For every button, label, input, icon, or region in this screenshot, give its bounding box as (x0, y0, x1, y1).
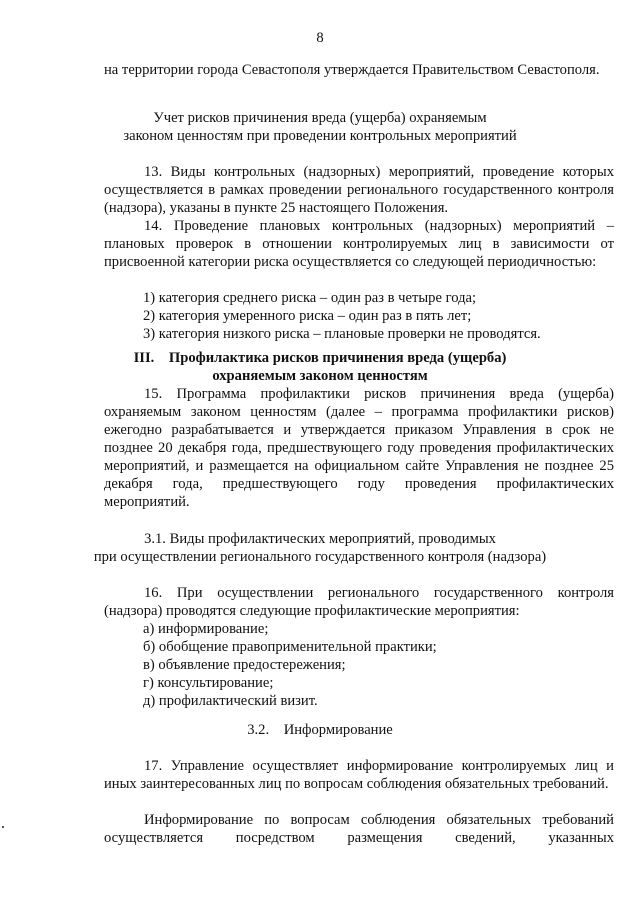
list-item-risk-1: 1) категория среднего риска – один раз в четыре года; (143, 290, 477, 306)
scan-speck (2, 826, 4, 828)
subheading-3-1-line1: 3.1. Виды профилактических мероприятий, проводимых (144, 531, 496, 547)
page-number: 8 (316, 30, 324, 46)
paragraph-16: 16. При осуществлении регионального государственного контроля (надзора) проводятся следующие профилактические мероприятия: (104, 585, 614, 619)
subheading-risk-accounting-line1: Учет рисков причинения вреда (ущерба) охраняемым (153, 110, 487, 126)
paragraph-17: 17. Управление осуществляет информирование контролируемых лиц и иных заинтересованных лиц по вопросам соблюдения обязательных требований. (104, 758, 614, 792)
list-item-prevention-e: д) профилактический визит. (143, 693, 318, 709)
subheading-3-1-line2: при осуществлении регионального государственного контроля (надзора) (93, 549, 547, 565)
paragraph-continuation: на территории города Севастополя утверждается Правительством Севастополя. (104, 62, 600, 78)
paragraph-15: 15. Программа профилактики рисков причинения вреда (ущерба) охраняемым законом ценностям (далее – программа профилактики рисков) ежегодно разрабатывается и утверждается приказом Управления в срок не позднее 20 декабря года, предшествующего году проведения профилактических мероприятий, и размещается на официальном сайте Управления не позднее 25 декабря года, предшествующего году проведения профилактических мероприятий. (104, 386, 614, 510)
section-heading-iii-line1: III. Профилактика рисков причинения вреда (ущерба) (133, 350, 507, 366)
subheading-3-2: 3.2. Информирование (247, 722, 393, 738)
paragraph-14: 14. Проведение плановых контрольных (надзорных) мероприятий – плановых проверок в отношении контролируемых лиц в зависимости от присвоенной категории риска осуществляется со следующей периодичностью: (104, 218, 614, 270)
paragraph-17-continuation: Информирование по вопросам соблюдения обязательных требований осуществляется посредством размещения сведений, указанных (104, 812, 614, 846)
subheading-risk-accounting-line2: законом ценностям при проведении контрольных мероприятий (123, 128, 517, 144)
list-item-prevention-a: а) информирование; (143, 621, 269, 637)
list-item-prevention-d: г) консультирование; (143, 675, 274, 691)
list-item-risk-2: 2) категория умеренного риска – один раз в пять лет; (143, 308, 472, 324)
list-item-prevention-b: б) обобщение правоприменительной практики; (143, 639, 437, 655)
section-heading-iii-line2: охраняемым законом ценностям (212, 368, 428, 384)
list-item-risk-3: 3) категория низкого риска – плановые проверки не проводятся. (143, 326, 541, 342)
list-item-prevention-c: в) объявление предостережения; (143, 657, 346, 673)
paragraph-13: 13. Виды контрольных (надзорных) мероприятий, проведение которых осуществляется в рамках проведении регионального государственного контроля (надзора), указаны в пункте 25 настоящего Положения. (104, 164, 614, 216)
